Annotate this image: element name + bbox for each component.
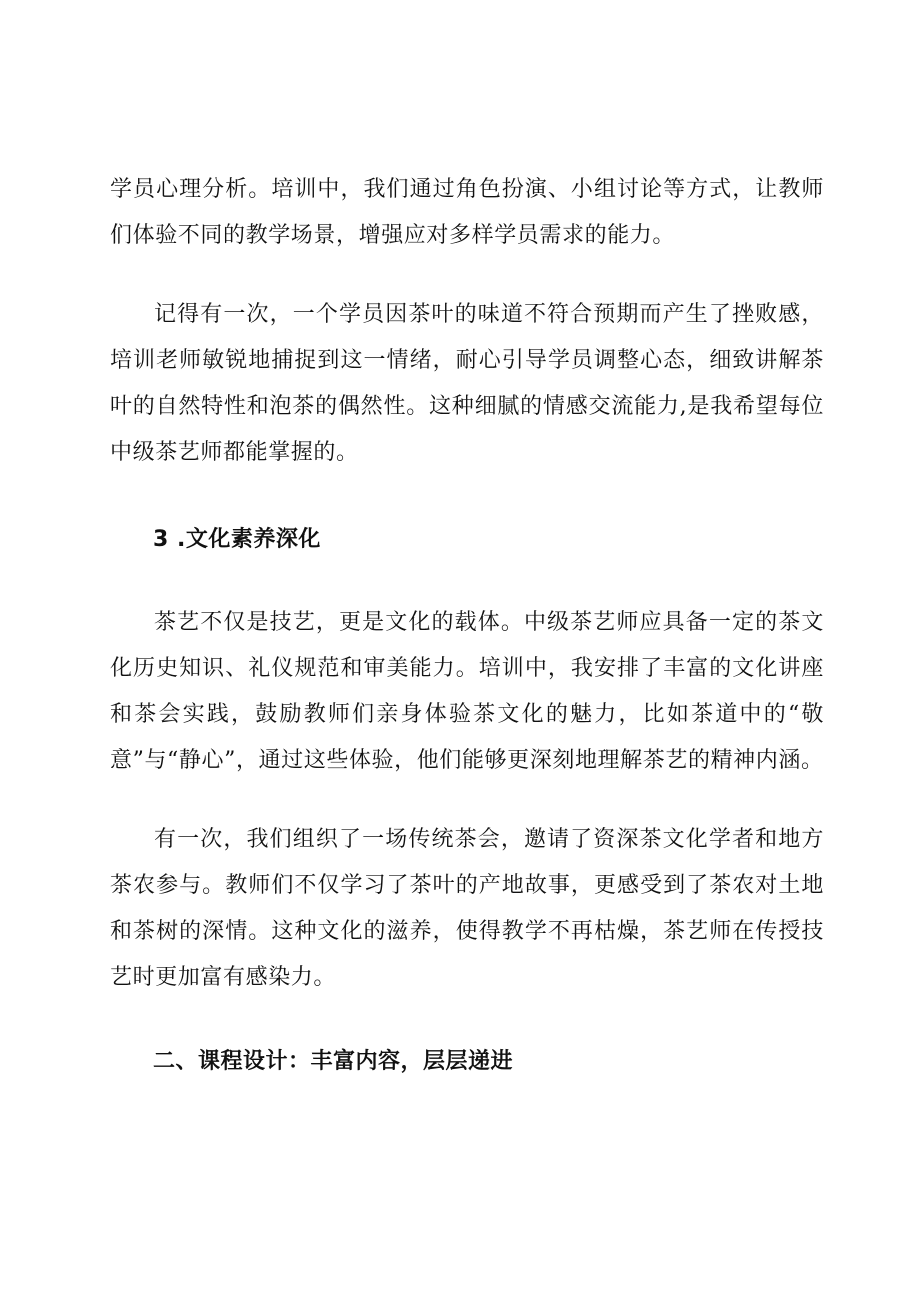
paragraph-frustration-story: 记得有一次，一个学员因茶叶的味道不符合预期而产生了挫败感，培训老师敏锐地捕捉到这一情绪，耐心引导学员调整心态，细致讲解茶叶的自然特性和泡茶的偶然性。这种细腻的情感交流能力,是我希望每位中级茶艺师都能掌握的。 xyxy=(110,302,824,465)
part-heading-course-design: 二、课程设计：丰富内容，层层递进 xyxy=(153,1049,514,1074)
paragraph-tea-gathering: 有一次，我们组织了一场传统茶会，邀请了资深茶文化学者和地方茶农参与。教师们不仅学习了茶叶的产地故事，更感受到了茶农对土地和茶树的深情。这种文化的滋养，使得教学不再枯燥，茶艺师在传授技艺时更加富有感染力。 xyxy=(110,827,824,990)
section-heading-culture: 3 .文化素养深化 xyxy=(153,527,321,552)
paragraph-tea-culture: 茶艺不仅是技艺，更是文化的载体。中级茶艺师应具备一定的茶文化历史知识、礼仪规范和审美能力。培训中，我安排了丰富的文化讲座和茶会实践，鼓励教师们亲身体验茶文化的魅力，比如茶道中的“敬意”与“静心”，通过这些体验，他们能够更深刻地理解茶艺的精神内涵。 xyxy=(110,610,824,773)
paragraph-trainee-psychology: 学员心理分析。培训中，我们通过角色扮演、小组讨论等方式，让教师们体验不同的教学场景，增强应对多样学员需求的能力。 xyxy=(110,177,824,248)
